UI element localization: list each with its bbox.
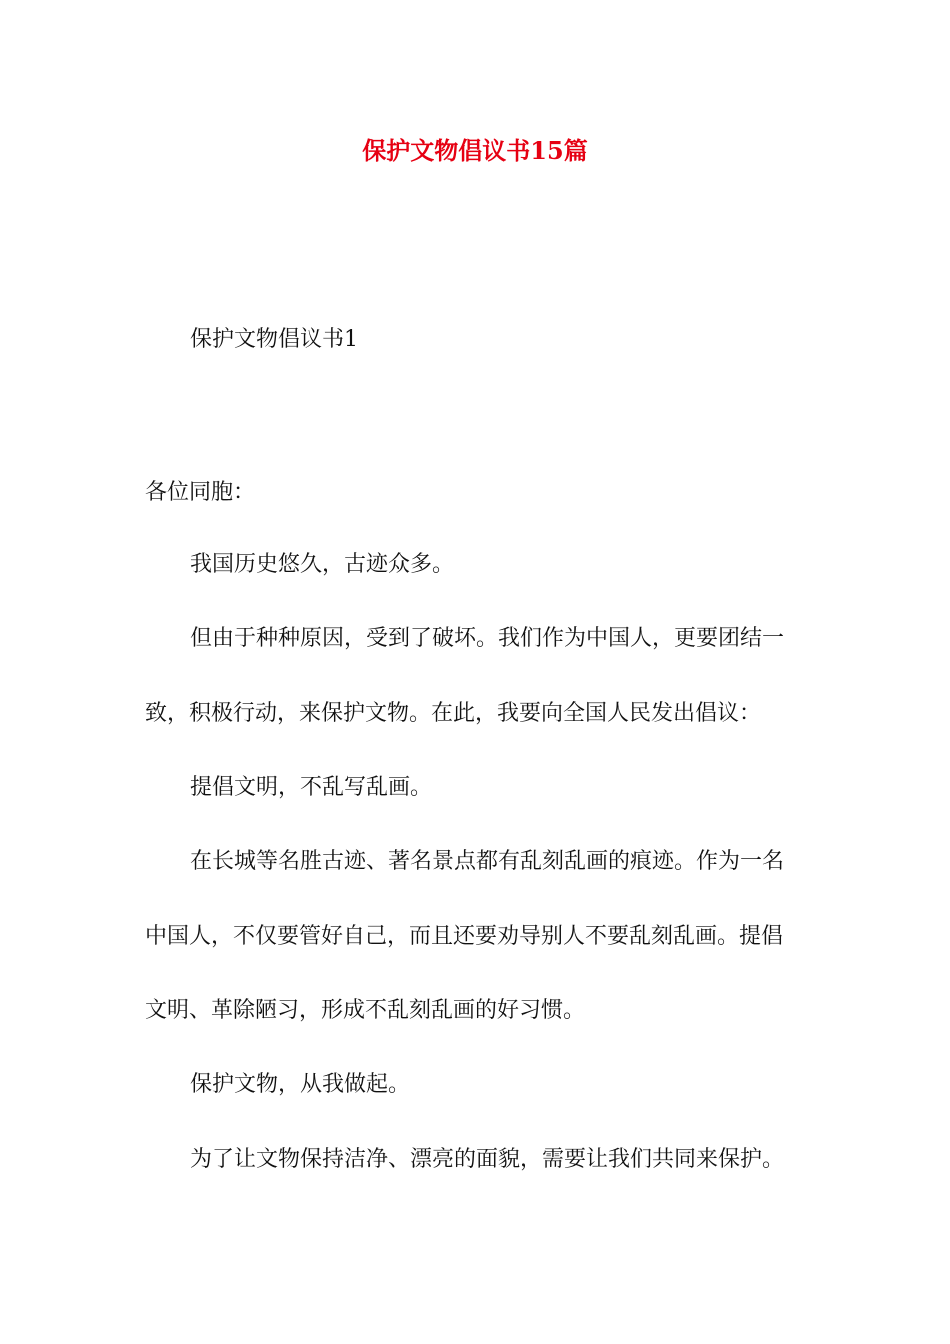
salutation: 各位同胞： <box>145 480 256 505</box>
paragraph-line: 在长城等名胜古迹、著名景点都有乱刻乱画的痕迹。作为一名 <box>190 849 785 874</box>
section-heading: 保护文物倡议书1 <box>190 327 358 352</box>
paragraph-line: 我国历史悠久，古迹众多。 <box>190 552 455 577</box>
paragraph-line: 中国人，不仅要管好自己，而且还要劝导别人不要乱刻乱画。提倡 <box>145 924 784 949</box>
paragraph-line: 为了让文物保持洁净、漂亮的面貌，需要让我们共同来保护。 <box>190 1147 785 1172</box>
document-title: 保护文物倡议书15篇 <box>362 136 588 165</box>
paragraph-line: 但由于种种原因，受到了破坏。我们作为中国人，更要团结一 <box>190 626 785 651</box>
paragraph-line: 提倡文明，不乱写乱画。 <box>190 775 433 800</box>
paragraph-line: 文明、革除陋习，形成不乱刻乱画的好习惯。 <box>145 998 586 1023</box>
paragraph-line: 致，积极行动，来保护文物。在此，我要向全国人民发出倡议： <box>145 701 762 726</box>
paragraph-line: 保护文物，从我做起。 <box>190 1072 411 1097</box>
